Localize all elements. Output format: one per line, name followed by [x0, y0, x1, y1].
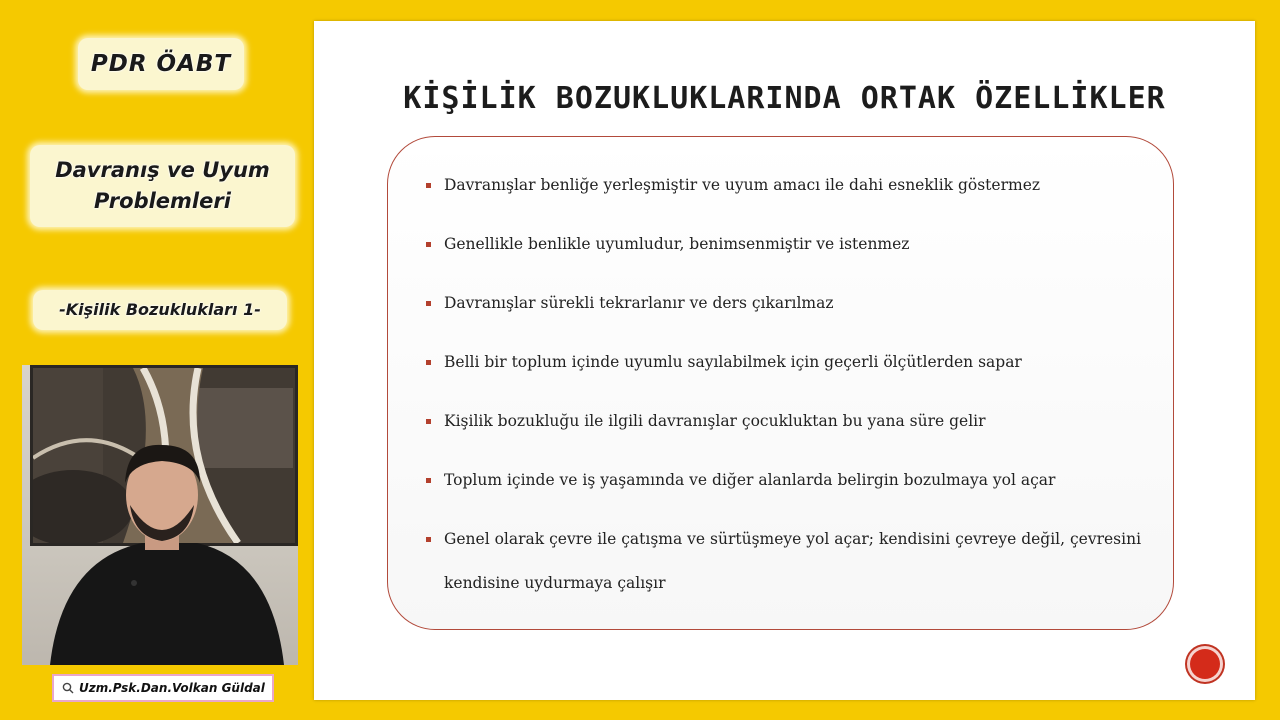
bullet-item: [426, 281, 1143, 340]
corner-decoration: [1190, 649, 1220, 679]
bullet-item: [426, 517, 1143, 605]
topic-line-2: Problemleri: [94, 189, 231, 213]
bullet-text: Davranışlar sürekli tekrarlanır ve ders çıkarılmaz: [444, 294, 834, 312]
bullet-item: [426, 222, 1143, 281]
bullet-marker: [426, 478, 431, 483]
bullet-text: Genel olarak çevre ile çatışma ve sürtüşmeye yol açar; kendisini çevreye değil, çevresini kendisine uydurmaya çalışır: [444, 530, 1142, 592]
presenter-figure: [22, 365, 298, 665]
bullet-text: Belli bir toplum içinde uyumlu sayılabilmek için geçerli ölçütlerden sapar: [444, 353, 1022, 371]
bullet-text: Davranışlar benliğe yerleşmiştir ve uyum amacı ile dahi esneklik göstermez: [444, 176, 1041, 194]
bullet-marker: [426, 183, 431, 188]
bullet-marker: [426, 301, 431, 306]
content-box: [387, 136, 1174, 630]
bullet-text: Toplum içinde ve iş yaşamında ve diğer alanlarda belirgin bozulmaya yol açar: [444, 471, 1056, 489]
bullet-text: Kişilik bozukluğu ile ilgili davranışlar çocukluktan bu yana süre gelir: [444, 412, 986, 430]
topic-line-1: Davranış ve Uyum: [55, 158, 270, 182]
bullet-text: Genellikle benlikle uyumludur, benimsenmiştir ve istenmez: [444, 235, 910, 253]
bullet-item: [426, 340, 1143, 399]
topic-label: [30, 145, 295, 227]
bullet-item: [426, 458, 1143, 517]
presenter-name-tag: [52, 674, 274, 702]
presenter-name: Uzm.Psk.Dan.Volkan Güldal: [79, 681, 265, 695]
bullet-marker: [426, 360, 431, 365]
bullet-marker: [426, 537, 431, 542]
bullet-item: [426, 163, 1143, 222]
bullet-marker: [426, 242, 431, 247]
bullet-marker: [426, 419, 431, 424]
slide: [314, 21, 1255, 700]
subtopic-label: -Kişilik Bozuklukları 1-: [33, 290, 287, 330]
bullet-item: [426, 399, 1143, 458]
bullet-list: [426, 163, 1143, 605]
slide-title: KİŞİLİK BOZUKLUKLARINDA ORTAK ÖZELLİKLER: [403, 81, 1166, 116]
course-label: PDR ÖABT: [78, 38, 244, 90]
search-icon: [62, 682, 74, 694]
presenter-video: [22, 365, 298, 665]
